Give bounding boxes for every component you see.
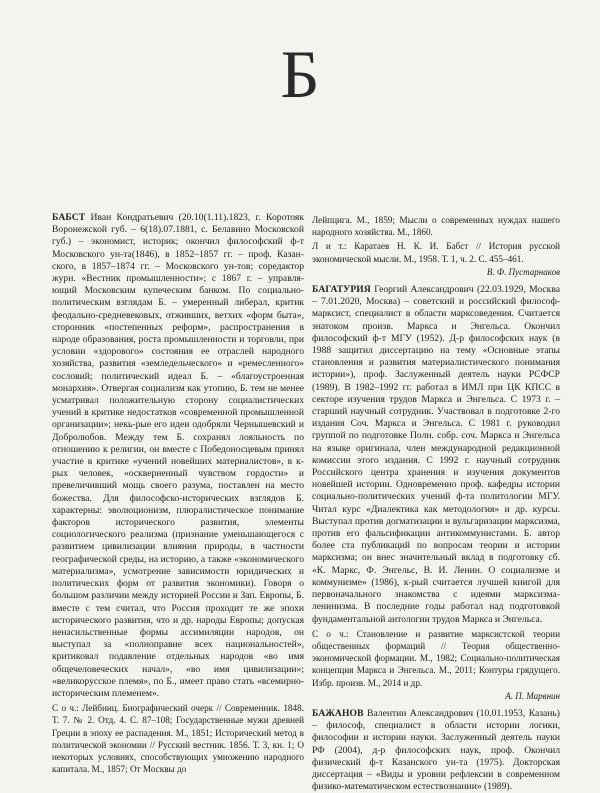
entry-babst-body: Иван Кондратьевич (20.10(1.11).1823, г. Коротояк Воронежской губ. – 6(18).07.1881, с. Белавино Московской губ.) – экономист, историк; окончил философский ф-т Московского ун-та(1846), в 1852–1857 гг. – проф. Казан-ского, в 1857–1874 гг. – Московского ун-тов; соредактор журн. «Вестник промышленности»; с 1867 г. – управля-ющий Московским купеческим банком. По социально-политическим взглядам Б. – умеренный либерал, критик феодально-средневековых, отживших, ветхих «форм быта», сторонник «постепенных реформ», распространения в народе образования, роста промышленности и торговли, при условии «здорового» состояния ее отраслей народного хозяйства, развития «земледельческого» и «ремесленного» сословий; политический идеал Б. – «благоустроенная монархия». Отвергая социализм как утопию, Б. тем не менее усматривал положительную сторону социалистических учений в критике недостатков «современной промышленной организации»; некь-рые его идеи одобряли Чернышевский и Добролюбов. Между тем Б. сохранял лояльность по отношению к религии, он вместе с Победоносцевым принял участие в критике «учений новейших материалистов», в к-рых человек, «оскверненный чувством гордости» и превеличивший мощь своего разума, поставлен на место божества. Для философско-исторических взглядов Б. характерны: эволюционизм, плюралистическое понимание факторов исторического развития, элементы социологического реализма (признание уменьшающегося с развитием цивилизации влияния природы, в частности географической среды, на историю, а также «экономического материализма», усмотрение зависимости юридических и политических форм от развития экономики). Говоря о большом различии между историей России и Зап. Европы, Б. вместе с тем считал, что Россия проходит те же эпохи исторического развития, что и др. народы Европы; допуская ненасильственные формы ассимиляции народов, он выступал за «полноправие всех национальностей», критиковал подавление отдельных народов «во имя общечеловеческих начал», «во имя цивилизации»; «великорусское племя», по Б., имеет право стать «всемирно-историческим племенем». (52, 212, 304, 699)
entry-babst-literature: Л и т.: Каратаев Н. К. И. Бабст // История русской экономической мысли. М., 1958. Т. 1, ч. 2. С. 455–461. (312, 241, 560, 264)
entry-babst-works-continued: Лейпцига. М., 1859; Мысли о современных нуждах нашего народного хозяйства. М., 1860. (312, 215, 560, 238)
entry-bazhanov-body: Валентин Александрович (10.01.1953, Казань) – философ, специалист в области истории логики, философии и истории науки. Заслуженный деятель науки РФ (2004), д-р философских наук, проф. Окончил физический ф-т Казанского ун-та (1975). Докторская диссертация – «Виды и уровни рефлексии в современном физико-математическом естествознании» (1989). (312, 707, 560, 793)
left-column (52, 212, 304, 775)
entry-bagaturia (312, 284, 560, 702)
entry-babst-author: В. Ф. Пустарнаков (486, 266, 560, 277)
entry-bagaturia-headword: БАГАТУРИЯ (312, 284, 371, 296)
entry-bagaturia-author: А. П. Марвнин (505, 690, 560, 701)
section-letter: Б (280, 36, 320, 112)
entry-bazhanov-headword: БАЖАНОВ (312, 707, 364, 719)
right-column (312, 212, 560, 793)
entry-babst-continued (312, 214, 560, 278)
entry-bagaturia-works: С о ч.: Становление и развитие марксистской теории общественных формаций // Теория общественно-экономической формации. М., 1982; Социально-политическая концепция Маркса и Энгельса. М., 2011; Контуры грядущего. Избр. произв. М., 2014 и др. (312, 628, 560, 688)
entry-bagaturia-body: Георгий Александрович (22.03.1929, Москва – 7.01.2020, Москва) – советский и российский философ-марксист, специалист в области марксоведения. Считается знатоком произв. Маркса и Энгельса. Окончил философский ф-т МГУ (1952). Д-р философских наук (в 1988 защитил диссертацию на тему «Основные этапы становления и развития материалистического понимания истории»), проф. Заслуженный деятель науки РСФСР (1989). В 1982–1992 гг. работал в ИМЛ при ЦК КПСС в секторе изучения трудов Маркса и Энгельса. С 1973 г. – старший научный сотрудник. Участвовал в подготовке 2-го издания Соч. Маркса и Энгельса. С 1981 г. руководил группой по подготовке Полн. собр. соч. Маркса и Энгельса на языке оригинала, член международной редакционной комиссии этого издания. С 1992 г. научный сотрудник Российского центра хранения и изучения документов новейшей истории. Одновременно проф. кафедры истории социально-политических учений ф-та политологии МГУ. Читал курс «Диалектика как методология» и др. курсы. Выступал против догматизации и вульгаризации марксизма, против его фальсификации антикоммунистами. Б. автор более ста публикаций по вопросам теории и истории марксизма; он внес значительный вклад в подготовку сб. «К. Маркс, Ф. Энгельс, В. И. Ленин. О социализме и коммунизме» (1986), к-рый считается лучшей книгой для первоначального знакомства с идеями марксизма-ленинизма. В последние годы работал над подготовкой фундаментальной антологии трудов Маркса и Энгельса. (312, 284, 560, 625)
entry-babst-text (52, 212, 304, 700)
entry-bagaturia-text (312, 284, 560, 626)
entry-bazhanov (312, 708, 560, 793)
entry-babst-headword: БАБСТ (52, 212, 86, 223)
entry-babst-works: С о ч.: Лейбниц. Биографический очерк // Современник. 1848. Т. 7. № 2. Отд. 4. С. 87–108; Государственные мужи древней Греции в эпоху ее распадения. М., 1851; Исторический метод в политической экономии // Русский вестник. 1856. Т. 3, кн. 1; О некоторых условиях, способствующих умножению народного капитала. М., 1857; От Москвы до (52, 703, 304, 775)
entry-bazhanov-text (312, 708, 560, 793)
entry-babst (52, 212, 304, 775)
